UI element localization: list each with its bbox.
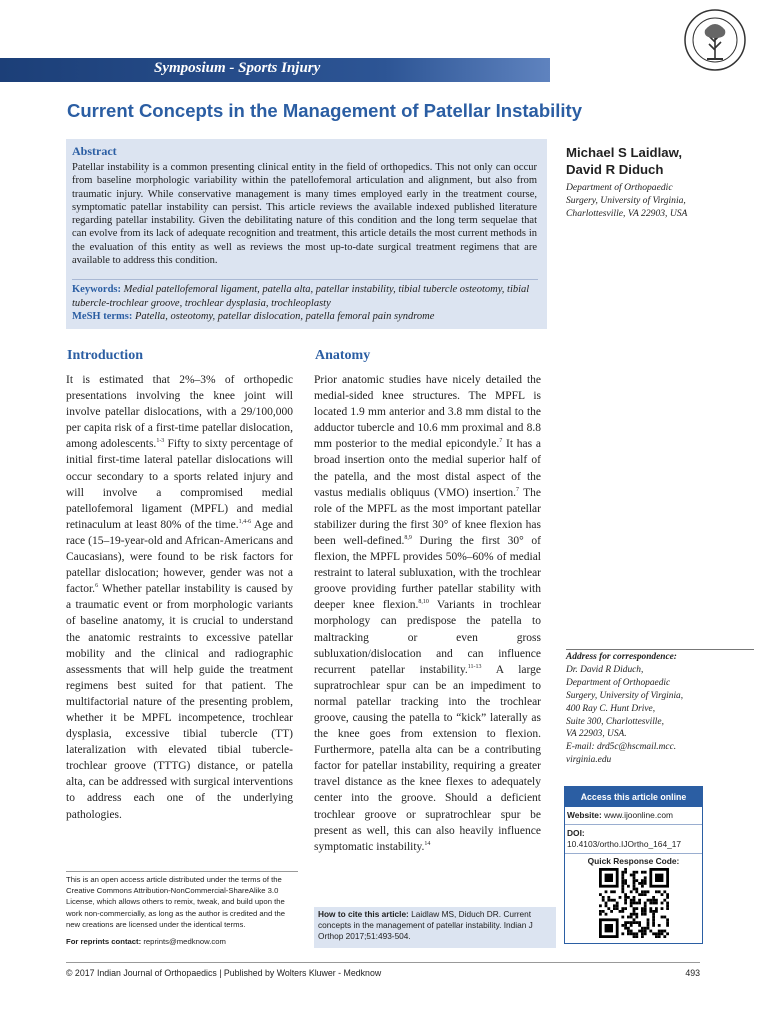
citation-marker[interactable]: 1-3 (156, 438, 165, 445)
mesh-text: Patella, osteotomy, patellar dislocation, patella femoral pain syndrome (134, 311, 435, 322)
citation-marker[interactable]: 11-13 (467, 663, 482, 670)
body-text: A large supratrochlear spur can be an impediment to normal patellar tracking into the trochlear groove, causing the patella to “kick” laterally as the knee goes from extension to flexion. Furthermore, patella alta can be a contributing factor for patellar instability, requiring a greater travel distance as the knee flexes to adequately center into the groove. Should a deficient trochlear groove or supratrochlear spur be present as well, this can also heavily influence symptomatic instability. (314, 663, 542, 853)
correspondence-email[interactable]: E-mail: drd5c@hscmail.mcc. (566, 742, 677, 753)
page-footer (66, 962, 700, 978)
citation-marker[interactable]: 14 (424, 840, 431, 847)
license-note: This is an open access article distributed under the terms of the Creative Commons Attribution-NonCommercial-ShareAlike 3.0 License, which allows others to remix, tweak, and build upon the work non-commercially, as long as the author is credited and the new creations are licensed under the identical terms. (66, 871, 298, 930)
author-names (566, 144, 682, 178)
correspondence-line: Suite 300, Charlottesville, (566, 716, 664, 727)
body-text: The role of the MPFL as the most important patellar stabilizer during the first 30° of knee flexion has been well-defined. (314, 486, 541, 547)
correspondence-line: Dr. David R Diduch, (566, 664, 644, 675)
author-name: Michael S Laidlaw, (566, 145, 683, 160)
citation-marker[interactable]: 7 (499, 438, 503, 445)
correspondence-email[interactable]: virginia.edu (566, 755, 612, 766)
keywords-block (72, 283, 540, 324)
correspondence-line: 400 Ray C. Hunt Drive, (566, 703, 656, 714)
correspondence-line: VA 22903, USA. (566, 729, 627, 740)
body-text: Variants in trochlear morphology can predispose the patella to maltracking or even gross subluxation/dislocation and can influence recurrent patellar instability. (314, 599, 541, 676)
abstract-heading: Abstract (72, 144, 117, 158)
reprints-contact (66, 937, 226, 946)
body-text: Age and race (15–19-year-old and African-Americans and Caucasians), were found to be risk factors for patellar dislocation; however, gender was not a factor. (66, 518, 293, 596)
affiliation-line: Charlottesville, VA 22903, USA (566, 208, 688, 219)
access-online-box (564, 786, 703, 944)
section-label: Symposium - Sports Injury (154, 60, 321, 76)
keywords-text: Medial patellofemoral ligament, patella alta, patellar instability, tibial tubercle osteotomy, tibial tubercle-trochlear groove, trochlear dysplasia, trochleoplasty (72, 284, 530, 309)
qr-code-icon[interactable] (599, 868, 669, 938)
citation-text: Laidlaw MS, Diduch DR. Current concepts in the management of patellar instability. Indian J Orthop 2017;51:493-504. (318, 909, 533, 941)
correspondence-line: Surgery, University of Virginia, (566, 690, 684, 701)
correspondence-block (566, 649, 754, 767)
body-text: It has a broad insertion onto the medial superior half of the patella, and the most distal aspect of the vastus medialis obliquus (VMO) insertion. (314, 438, 541, 499)
reprints-email[interactable]: reprints@medknow.com (143, 937, 226, 946)
citation-marker[interactable]: 7 (516, 486, 520, 493)
author-name: David R Diduch (566, 162, 664, 177)
page-number: 493 (685, 968, 700, 978)
anatomy-text (314, 372, 541, 855)
introduction-heading: Introduction (67, 348, 143, 363)
article-title: Current Concepts in the Management of Patellar Instability (67, 100, 583, 121)
citation-box (314, 907, 556, 948)
doi-label: DOI: (567, 828, 585, 838)
website-label: Website: (567, 810, 602, 820)
section-banner (0, 58, 550, 82)
qr-label: Quick Response Code: (587, 856, 680, 866)
affiliation-line: Department of Orthopaedic (566, 182, 673, 193)
access-heading: Access this article online (565, 787, 702, 807)
footer-copyright: © 2017 Indian Journal of Orthopaedics | Published by Wolters Kluwer - Medknow (66, 968, 382, 978)
introduction-text (66, 372, 293, 823)
keywords-label: Keywords: (72, 284, 121, 295)
correspondence-label: Address for correspondence: (566, 652, 677, 662)
anatomy-heading: Anatomy (315, 348, 371, 363)
body-text: It is estimated that 2%–3% of orthopedic presentations involving the knee joint will involve patellar dislocations, with a 29/100,000 per capita risk of a first-time patellar dislocation, among adolescents. (66, 374, 293, 451)
website-link[interactable]: www.ijoonline.com (604, 810, 673, 820)
body-text: During the first 30° of flexion, the MPFL provides 50%–60% of medial restraint to lateral subluxation, with the trochlear groove providing further patellar stability with deeper knee flexion. (314, 534, 541, 612)
website-row (565, 807, 702, 825)
correspondence-line: Department of Orthopaedic (566, 677, 671, 688)
citation-marker[interactable]: 8,10 (418, 599, 429, 606)
abstract-text: Patellar instability is a common presenting clinical entity in the field of orthopedics. This not only can occur from baseline morphologic variability within the patellofemoral articulation and alignment, but also from traumatic injury. While conservative management is many times employed early in the treatment course, symptomatic patellar instability can persist. This article reviews the available indexed published literature regarding patellar instability. Given the debilitating nature of this condition and the long term sequelae that can evolve from its lack of adequate recognition and treatment, this article details the most current methods in the evaluation of this entity as well as reviews the most up-to-date surgical treatment regimens that are available to address this condition. (72, 162, 537, 267)
abstract-divider (72, 279, 538, 280)
abstract-box (66, 139, 547, 329)
citation-marker[interactable]: 8,9 (404, 535, 412, 542)
doi-row (565, 825, 702, 854)
mesh-label: MeSH terms: (72, 311, 133, 322)
body-text: Prior anatomic studies have nicely detailed the medial-sided knee structures. The MPFL is located 1.9 mm anterior and 3.8 mm distal to the adductor tubercle and 10.6 mm proximal and 8.8 mm posterior to the medial epicondyle. (314, 374, 541, 451)
citation-marker[interactable]: 6 (95, 583, 99, 590)
doi-link[interactable]: 10.4103/ortho.IJOrtho_164_17 (567, 839, 682, 849)
citation-marker[interactable]: 1,4-6 (238, 519, 252, 526)
affiliation-line: Surgery, University of Virginia, (566, 195, 686, 206)
journal-seal-logo (683, 8, 747, 72)
reprints-label: For reprints contact: (66, 937, 142, 946)
citation-label: How to cite this article: (318, 909, 409, 919)
author-affiliation (566, 181, 756, 220)
body-text: Whether patellar instability is caused by a traumatic event or from morphologic variants of baseline anatomy, it is crucial to understand the anatomic restraints to excessive patellar mobility and the clinical and radiographic assessments that will help guide the treatment regimens best suited for that patient. The multifactorial nature of the presenting problem, whether it be MPFL incompetence, trochlear dysplasia, excessive tibial tubercle (TT) lateralization with elevated tibial tubercle-trochlear groove (TTTG) distance, or patella alta, can be addressed with surgical interventions to address each one of the underlying pathologies. (66, 583, 293, 821)
body-text: Fifty to sixty percentage of initial first-time lateral patellar dislocations will occur secondary to a sports related injury and will involve a compromised medial patellofemoral ligament (MPFL) and medial retinaculum at least 80% of the time. (66, 438, 293, 531)
